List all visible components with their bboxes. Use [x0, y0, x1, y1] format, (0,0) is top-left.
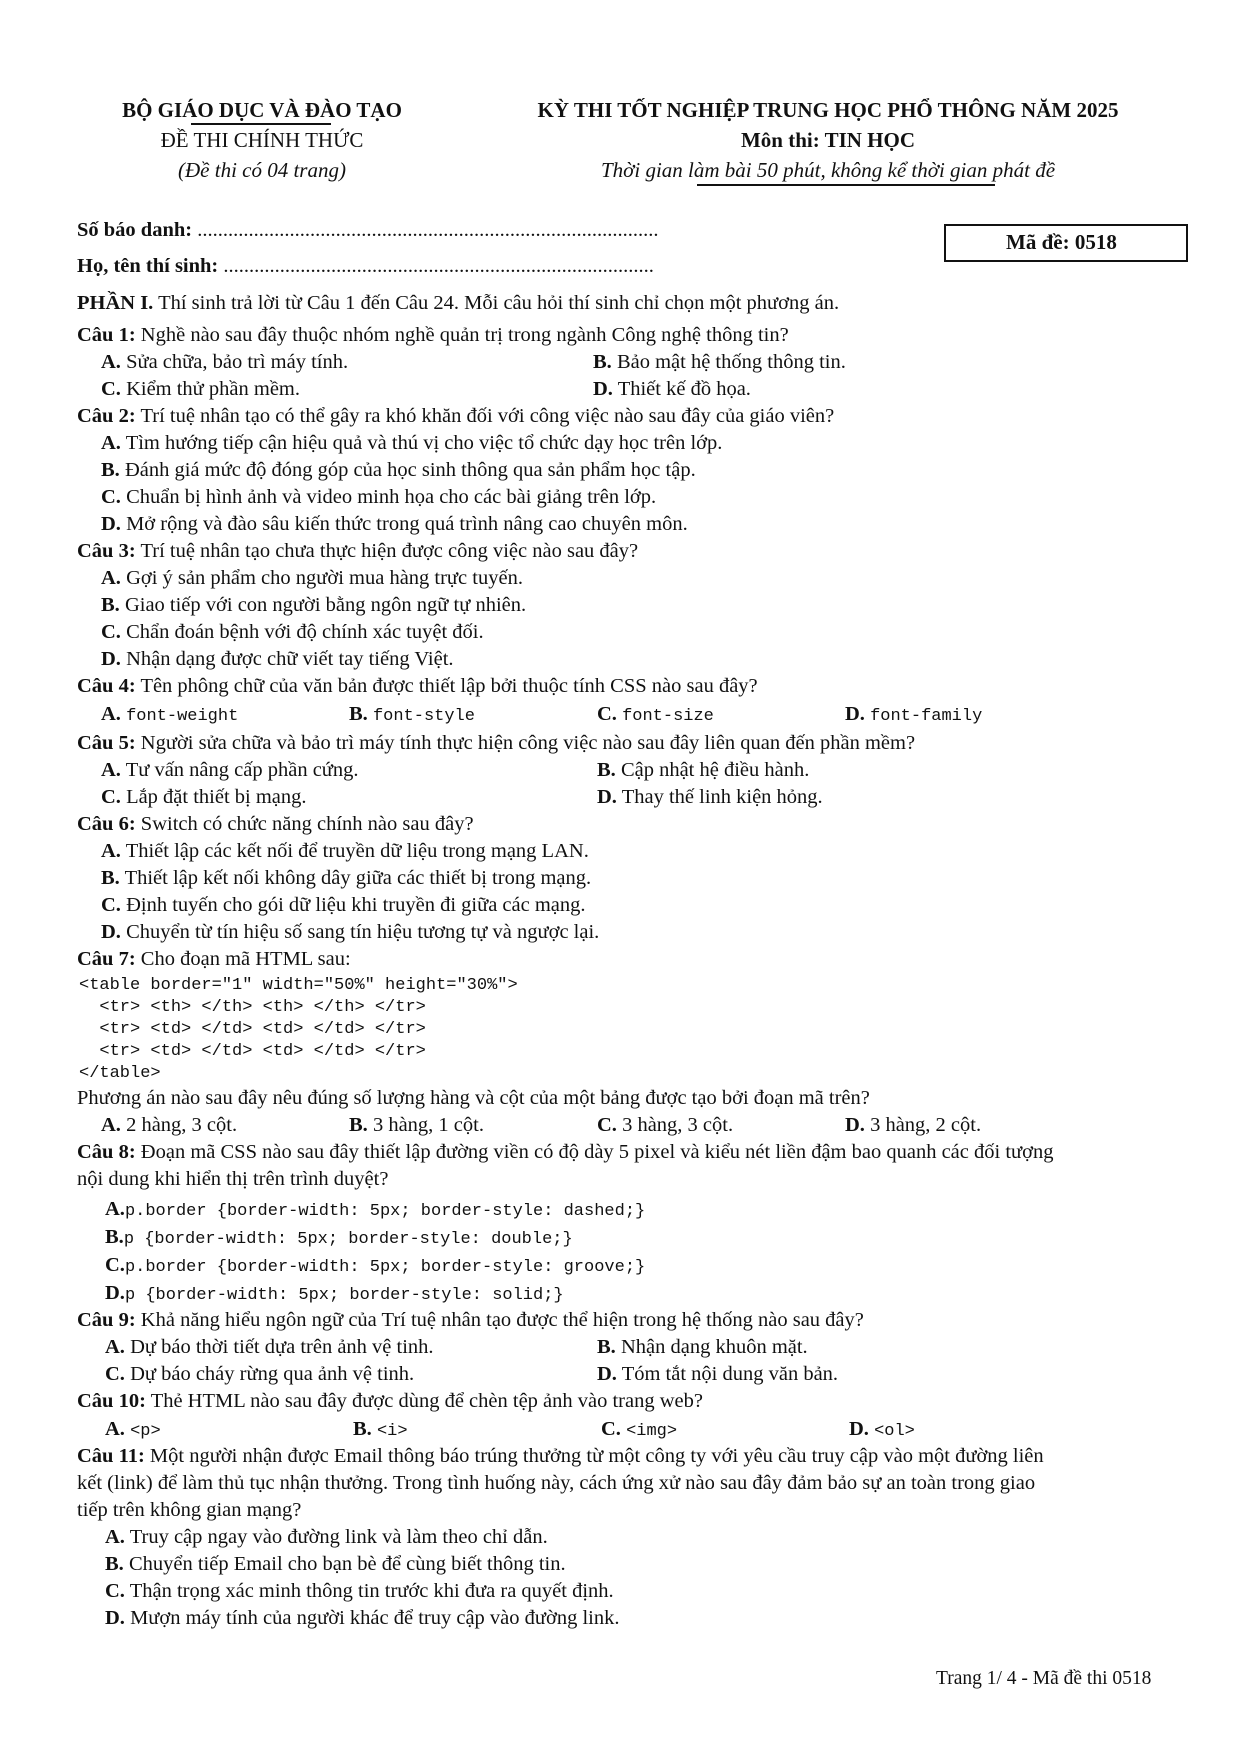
- option-code: p {border-width: 5px; border-style: solid;}: [124, 1286, 564, 1305]
- q10-option-d: [849, 1418, 915, 1441]
- question-8: [77, 1141, 1053, 1164]
- q3-option-c: [101, 621, 484, 644]
- q8-text-cont: nội dung khi hiển thị trên trình duyệt?: [77, 1168, 389, 1190]
- opt-letter: B.: [597, 759, 616, 781]
- opt-letter: D.: [593, 378, 613, 400]
- question-3: [77, 540, 638, 563]
- option-text: Mượn máy tính của người khác để truy cập vào đường link.: [130, 1607, 620, 1629]
- q6-option-d: [101, 921, 599, 944]
- q9-option-a: [105, 1336, 434, 1359]
- q1-text: Nghề nào sau đây thuộc nhóm nghề quản trị trong ngành Công nghệ thông tin?: [140, 324, 789, 346]
- q1-option-b: [593, 351, 846, 374]
- option-code: p.border {border-width: 5px; border-style: dashed;}: [124, 1202, 646, 1221]
- q2-option-a: [101, 432, 722, 455]
- option-text: Đánh giá mức độ đóng góp của học sinh thông qua sản phẩm học tập.: [124, 459, 696, 481]
- q3-text: Trí tuệ nhân tạo chưa thực hiện được công việc nào sau đây?: [140, 540, 639, 562]
- q11-text-cont: kết (link) để làm thủ tục nhận thưởng. Trong tình huống này, cách ứng xử nào sau đây đảm bảo sự an toàn trong giao: [77, 1472, 1036, 1494]
- part1-text: Thí sinh trả lời từ Câu 1 đến Câu 24. Mỗi câu hỏi thí sinh chỉ chọn một phương án.: [158, 292, 840, 314]
- opt-letter: A.: [105, 1336, 125, 1358]
- q6-option-c: [101, 894, 586, 917]
- option-code: font-weight: [126, 707, 239, 726]
- option-text: Định tuyến cho gói dữ liệu khi truyền đi giữa các mạng.: [126, 894, 586, 916]
- option-text: Thiết kế đồ họa.: [617, 378, 751, 400]
- q7-option-a: [101, 1114, 237, 1137]
- question-11: [77, 1445, 1044, 1468]
- option-text: Dự báo thời tiết dựa trên ảnh vệ tinh.: [130, 1336, 434, 1358]
- option-text: 3 hàng, 3 cột.: [622, 1114, 734, 1136]
- part1-instruction: [77, 292, 839, 315]
- option-text: Nhận dạng khuôn mặt.: [620, 1336, 808, 1358]
- option-text: Nhận dạng được chữ viết tay tiếng Việt.: [126, 648, 454, 670]
- q3-option-d: [101, 648, 454, 671]
- q11-num: Câu 11:: [77, 1445, 145, 1467]
- q11-option-a: [105, 1526, 548, 1549]
- option-text: Giao tiếp với con người bằng ngôn ngữ tự nhiên.: [124, 594, 527, 616]
- q8-option-c: [105, 1254, 645, 1277]
- opt-letter: B.: [349, 1114, 368, 1136]
- opt-letter: D.: [597, 786, 617, 808]
- opt-letter: C.: [601, 1418, 621, 1440]
- opt-letter: A.: [105, 1198, 125, 1220]
- q4-num: Câu 4:: [77, 675, 136, 697]
- opt-letter: A.: [101, 567, 121, 589]
- opt-letter: C.: [101, 621, 121, 643]
- option-text: Cập nhật hệ điều hành.: [620, 759, 810, 781]
- opt-letter: A.: [105, 1418, 125, 1440]
- q3-option-a: [101, 567, 523, 590]
- q7-code-line: <tr> <td> </td> <td> </td> </tr>: [79, 1020, 426, 1039]
- candidate-name-row: [77, 255, 654, 278]
- opt-letter: D.: [845, 1114, 865, 1136]
- option-text: Chuẩn bị hình ảnh và video minh họa cho các bài giảng trên lớp.: [126, 486, 657, 508]
- option-text: Dự báo cháy rừng qua ảnh vệ tinh.: [130, 1363, 415, 1385]
- q8-option-b: [105, 1226, 573, 1249]
- q8-num: Câu 8:: [77, 1141, 136, 1163]
- q7-option-b: [349, 1114, 484, 1137]
- opt-letter: D.: [101, 921, 121, 943]
- option-text: Tư vấn nâng cấp phần cứng.: [125, 759, 359, 781]
- candidate-name-label: Họ, tên thí sinh:: [77, 255, 219, 277]
- opt-letter: D.: [597, 1363, 617, 1385]
- opt-letter: A.: [101, 432, 121, 454]
- opt-letter: C.: [597, 703, 617, 725]
- option-text: Tóm tắt nội dung văn bản.: [621, 1363, 839, 1385]
- opt-letter: B.: [597, 1336, 616, 1358]
- opt-letter: D.: [101, 513, 121, 535]
- option-text: Bảo mật hệ thống thông tin.: [616, 351, 846, 373]
- opt-letter: A.: [105, 1526, 125, 1548]
- q6-option-b: [101, 867, 591, 890]
- question-1: [77, 324, 789, 347]
- q10-num: Câu 10:: [77, 1390, 146, 1412]
- opt-letter: D.: [105, 1282, 125, 1304]
- q5-option-b: [597, 759, 809, 782]
- q5-option-c: [101, 786, 307, 809]
- option-text: Mở rộng và đào sâu kiến thức trong quá trình nâng cao chuyên môn.: [126, 513, 688, 535]
- question-9: [77, 1309, 864, 1332]
- q8-option-a: [105, 1198, 645, 1221]
- q9-text: Khả năng hiểu ngôn ngữ của Trí tuệ nhân tạo được thể hiện trong hệ thống nào sau đây?: [140, 1309, 864, 1331]
- q6-text: Switch có chức năng chính nào sau đây?: [140, 813, 474, 835]
- question-10: [77, 1390, 703, 1413]
- q7-text: Cho đoạn mã HTML sau:: [140, 948, 351, 970]
- q4-option-b: [349, 703, 475, 726]
- option-text: Kiểm thử phần mềm.: [126, 378, 301, 400]
- q7-option-c: [597, 1114, 733, 1137]
- q5-text: Người sửa chữa và bảo trì máy tính thực hiện công việc nào sau đây liên quan đến phần mềm?: [140, 732, 916, 754]
- opt-letter: A.: [101, 703, 121, 725]
- q1-option-d: [593, 378, 751, 401]
- q7-prompt: Phương án nào sau đây nêu đúng số lượng hàng và cột của một bảng được tạo bởi đoạn mã trên?: [77, 1087, 870, 1109]
- exam-time: Thời gian làm bài 50 phút, không kể thời gian phát đề: [600, 158, 1056, 182]
- q10-option-c: [601, 1418, 677, 1441]
- option-code: <ol>: [874, 1422, 915, 1441]
- option-code: <p>: [130, 1422, 161, 1441]
- q7-code-line: </table>: [79, 1064, 161, 1083]
- candidate-id-dots: ..........................................................................................: [197, 219, 659, 241]
- q7-code-line: <tr> <td> </td> <td> </td> </tr>: [79, 1042, 426, 1061]
- q11-text: Một người nhận được Email thông báo trúng thưởng từ một công ty với yêu cầu truy cập vào một đường liên: [149, 1445, 1044, 1467]
- opt-letter: A.: [101, 840, 121, 862]
- opt-letter: A.: [101, 1114, 121, 1136]
- opt-letter: D.: [101, 648, 121, 670]
- option-code: font-style: [372, 707, 475, 726]
- q3-num: Câu 3:: [77, 540, 136, 562]
- q7-code-line: <tr> <th> </th> <th> </th> </tr>: [79, 998, 426, 1017]
- option-code: font-size: [622, 707, 714, 726]
- q2-num: Câu 2:: [77, 405, 136, 427]
- opt-letter: C.: [105, 1254, 125, 1276]
- q7-code-line: <table border="1" width="50%" height="30%">: [79, 976, 518, 995]
- page-footer: Trang 1/ 4 - Mã đề thi 0518: [936, 1668, 1152, 1689]
- option-text: Thiết lập các kết nối để truyền dữ liệu trong mạng LAN.: [125, 840, 589, 862]
- ministry: BỘ GIÁO DỤC VÀ ĐÀO TẠO: [122, 98, 402, 122]
- option-code: p.border {border-width: 5px; border-style: groove;}: [124, 1258, 646, 1277]
- option-code: <img>: [626, 1422, 678, 1441]
- page-count: (Đề thi có 04 trang): [178, 158, 346, 182]
- q3-option-b: [101, 594, 526, 617]
- opt-letter: B.: [101, 867, 120, 889]
- q4-option-c: [597, 703, 714, 726]
- candidate-name-dots: ....................................................................................: [223, 255, 654, 277]
- q9-option-d: [597, 1363, 838, 1386]
- option-text: Chuyển tiếp Email cho bạn bè để cùng biết thông tin.: [128, 1553, 566, 1575]
- opt-letter: C.: [101, 378, 121, 400]
- q2-option-b: [101, 459, 696, 482]
- option-text: 3 hàng, 1 cột.: [372, 1114, 484, 1136]
- opt-letter: C.: [101, 894, 121, 916]
- q11-text-cont: tiếp trên không gian mạng?: [77, 1499, 302, 1521]
- opt-letter: B.: [353, 1418, 372, 1440]
- option-text: 2 hàng, 3 cột.: [126, 1114, 238, 1136]
- option-code: font-family: [870, 707, 983, 726]
- q8-option-d: [105, 1282, 564, 1305]
- q6-option-a: [101, 840, 589, 863]
- opt-letter: C.: [105, 1580, 125, 1602]
- option-text: Thiết lập kết nối không dây giữa các thiết bị trong mạng.: [124, 867, 592, 889]
- opt-letter: D.: [849, 1418, 869, 1440]
- option-text: Gợi ý sản phẩm cho người mua hàng trực tuyến.: [126, 567, 523, 589]
- option-code: p {border-width: 5px; border-style: double;}: [123, 1230, 573, 1249]
- opt-letter: C.: [105, 1363, 125, 1385]
- exam-title: KỲ THI TỐT NGHIỆP TRUNG HỌC PHỔ THÔNG NĂM 2025: [537, 98, 1119, 122]
- opt-letter: C.: [101, 486, 121, 508]
- question-5: [77, 732, 915, 755]
- ministry-underline: [191, 123, 331, 125]
- q2-option-d: [101, 513, 688, 536]
- option-text: Thận trọng xác minh thông tin trước khi đưa ra quyết định.: [129, 1580, 614, 1602]
- q11-option-b: [105, 1553, 566, 1576]
- q1-option-a: [101, 351, 348, 374]
- opt-letter: B.: [101, 459, 120, 481]
- option-text: Thay thế linh kiện hỏng.: [621, 786, 823, 808]
- option-text: Truy cập ngay vào đường link và làm theo chỉ dẫn.: [129, 1526, 548, 1548]
- q5-option-d: [597, 786, 823, 809]
- q7-num: Câu 7:: [77, 948, 136, 970]
- part1-label: PHẦN I.: [77, 292, 154, 314]
- opt-letter: D.: [105, 1607, 125, 1629]
- exam-code: Mã đề: 0518: [1006, 230, 1117, 254]
- q5-option-a: [101, 759, 359, 782]
- option-text: Chẩn đoán bệnh với độ chính xác tuyệt đối.: [126, 621, 484, 643]
- option-text: Tìm hướng tiếp cận hiệu quả và thú vị cho việc tổ chức dạy học trên lớp.: [125, 432, 723, 454]
- opt-letter: B.: [349, 703, 368, 725]
- q10-text: Thẻ HTML nào sau đây được dùng để chèn tệp ảnh vào trang web?: [150, 1390, 703, 1412]
- exam-code-box: [944, 224, 1188, 262]
- q4-option-a: [101, 703, 238, 726]
- option-text: 3 hàng, 2 cột.: [870, 1114, 982, 1136]
- time-underline: [697, 184, 995, 186]
- q1-option-c: [101, 378, 300, 401]
- q9-option-c: [105, 1363, 414, 1386]
- opt-letter: A.: [101, 759, 121, 781]
- q1-num: Câu 1:: [77, 324, 136, 346]
- subject: Môn thi: TIN HỌC: [740, 128, 916, 152]
- q4-text: Tên phông chữ của văn bản được thiết lập bởi thuộc tính CSS nào sau đây?: [140, 675, 758, 697]
- option-code: <i>: [376, 1422, 408, 1441]
- opt-letter: B.: [105, 1553, 124, 1575]
- candidate-id-row: [77, 219, 658, 242]
- q2-option-c: [101, 486, 656, 509]
- option-text: Sửa chữa, bảo trì máy tính.: [126, 351, 349, 373]
- opt-letter: D.: [845, 703, 865, 725]
- q9-num: Câu 9:: [77, 1309, 136, 1331]
- q2-text: Trí tuệ nhân tạo có thể gây ra khó khăn đối với công việc nào sau đây của giáo viên?: [140, 405, 835, 427]
- opt-letter: C.: [101, 786, 121, 808]
- q6-num: Câu 6:: [77, 813, 136, 835]
- opt-letter: B.: [105, 1226, 124, 1248]
- question-4: [77, 675, 758, 698]
- option-text: Lắp đặt thiết bị mạng.: [126, 786, 307, 808]
- q7-option-d: [845, 1114, 981, 1137]
- q10-option-a: [105, 1418, 161, 1441]
- option-text: Chuyển từ tín hiệu số sang tín hiệu tương tự và ngược lại.: [126, 921, 600, 943]
- opt-letter: A.: [101, 351, 121, 373]
- q11-option-d: [105, 1607, 619, 1630]
- opt-letter: B.: [101, 594, 120, 616]
- q4-option-d: [845, 703, 982, 726]
- candidate-id-label: Số báo danh:: [77, 219, 193, 241]
- q9-option-b: [597, 1336, 808, 1359]
- question-7: [77, 948, 351, 971]
- q8-text: Đoạn mã CSS nào sau đây thiết lập đường viền có độ dày 5 pixel và kiểu nét liền đậm bao quanh các đối tượng: [140, 1141, 1054, 1163]
- q5-num: Câu 5:: [77, 732, 136, 754]
- q11-option-c: [105, 1580, 614, 1603]
- opt-letter: C.: [597, 1114, 617, 1136]
- q10-option-b: [353, 1418, 408, 1441]
- official-label: ĐỀ THI CHÍNH THỨC: [160, 128, 364, 152]
- question-2: [77, 405, 834, 428]
- question-6: [77, 813, 474, 836]
- opt-letter: B.: [593, 351, 612, 373]
